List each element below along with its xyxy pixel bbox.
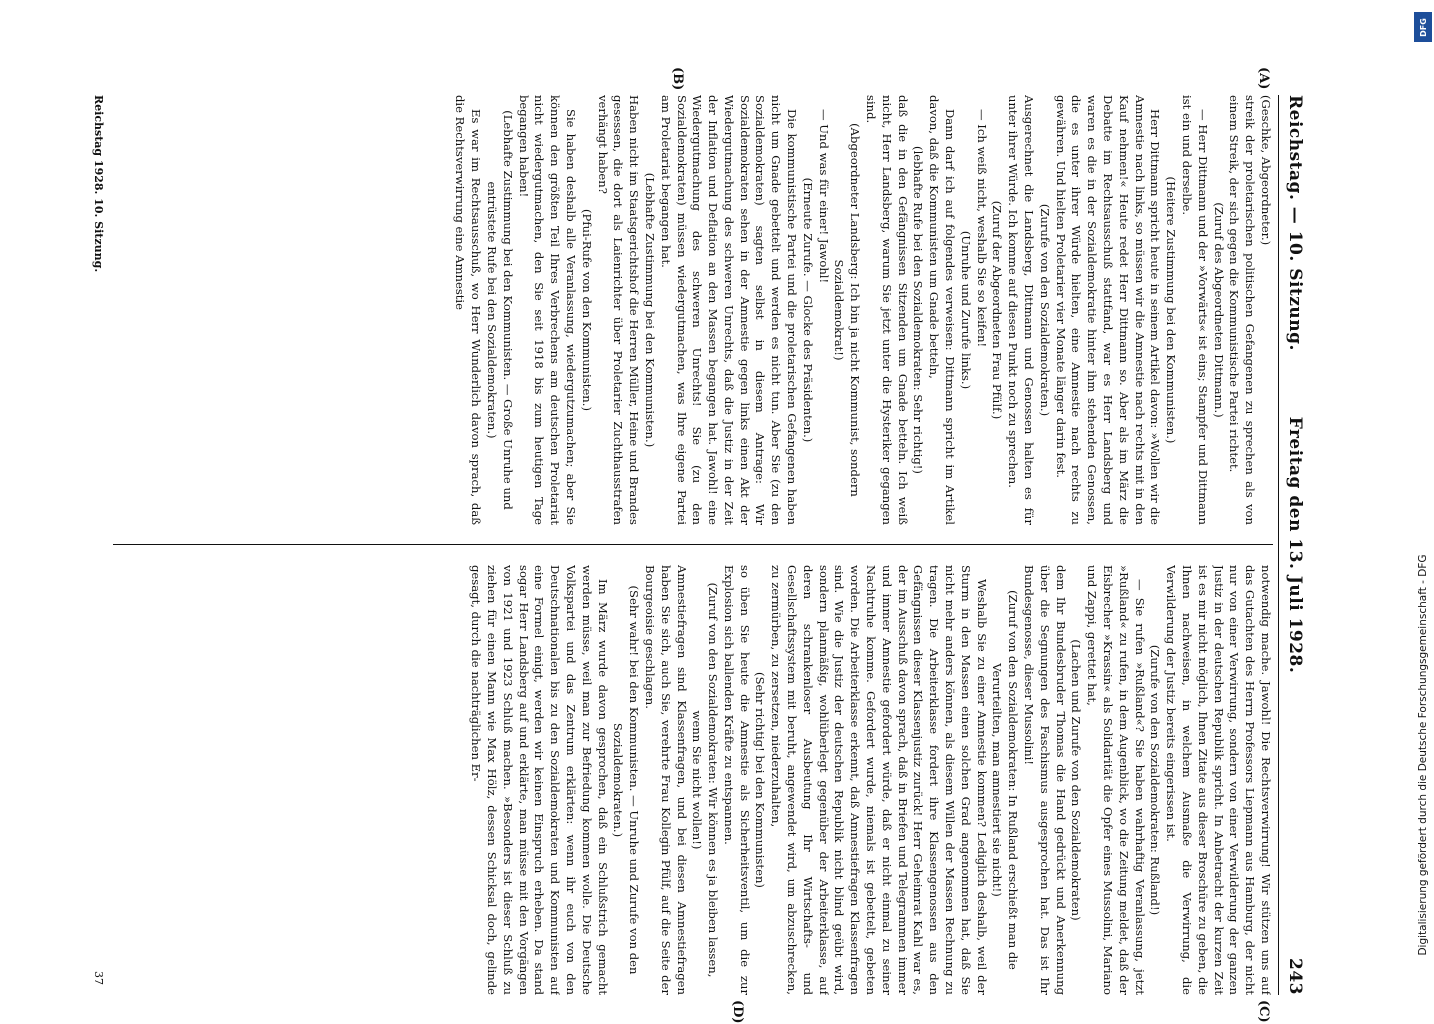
left-column-paragraph: daß die in den Gefängnissen Sitzenden um Gnade betteln. Ich weiß nicht, Herr Landsberg, warum Sie jetzt unter die Hysteriker gegangen sind. <box>864 95 910 525</box>
left-column-paragraph: Sie haben deshalb alle Veranlassung, wiedergutzumachen; aber Sie können den größten Teil Ihres Verbrechens am deutschen Proletariat nicht wiedergutmachen, den Sie seit 1918 bis zum heutigen Tage begangen haben! <box>516 95 578 525</box>
left-column-paragraph: (Zuruf des Abgeordneten Dittmann.) <box>1211 202 1226 418</box>
left-column-paragraph: (Erneute Zurufe. — Glocke des Präsidenten.) <box>800 177 815 443</box>
left-column-paragraph: (Unruhe und Zurufe links.) <box>958 230 973 390</box>
left-column-paragraph: (Lebhafte Zustimmung bei den Kommunisten. — Große Unruhe und entrüstete Rufe bei den Sozialdemokraten.) <box>484 110 515 510</box>
margin-mark-a: (A) <box>1256 67 1271 90</box>
dfg-logo-icon: DFG <box>1414 12 1432 42</box>
margin-mark-c: (C) <box>1256 1000 1271 1023</box>
left-column-paragraph: (Geschke, Abgeordneter.) <box>1259 95 1273 246</box>
header-session: Reichstag. — 10. Sitzung. <box>1285 95 1305 351</box>
left-column-paragraph: Die kommunistische Partei und die proletarischen Gefangenen haben nicht um Gnade gebettelt und werden es nicht tun. Aber Sie (zu den Sozialdemokraten) sagten selbst in diesem Antrage: Wir Sozialdemokraten sehen in der Amnestie gegen links einen Akt der Wiedergutmachung des schweren Unrechts, daß die Justiz in der Zeit der Inflation und Deflation an den Massen begangen hat. Jawohl! eine Wiedergutmachung des schweren Unrechts! Sie (zu den Sozialdemokraten) müssen wiedergutmachen, was Ihre eigene Partei am Proletariat begangen hat. <box>658 95 800 525</box>
left-column-paragraph: Herr Dittmann spricht heute in seinem Artikel davon: »Wollen wir die Amnestie nach links, so müssen wir die Amnestie nach rechts mit in den Kauf nehmen!« Heute redet Herr Dittmann so. Aber als im März die Debatte im Rechtsausschuß stattfand, war es Herr Landsberg und waren es die in der Sozialdemokratie hinter ihm stehenden Genossen, die es unter ihrer Würde hielten, eine Amnestie nach rechts zu gewähren. Und hielten Proletarier vier Monate länger darin fest. <box>1053 95 1163 525</box>
margin-mark-d: (D) <box>730 1000 745 1024</box>
left-column-paragraph: (Abgeordneter Landsberg: Ich bin ja nicht Kommunist, sondern Sozialdemokrat!) <box>832 123 863 497</box>
footer-session: Reichstag 1928. 10. Sitzung. <box>92 95 105 273</box>
right-column-paragraph: (Zuruf von den Sozialdemokraten: Wir können es ja bleiben lassen, wenn Sie nicht wollen!) <box>690 582 721 978</box>
header-date: Freitag den 13. Juli 1928. <box>1285 416 1305 674</box>
right-column-paragraph: Amnestiefragen sind Klassenfragen, und bei diesen Amnestiefragen haben Sie sich, auch Sie, verehrte Frau Kollegin Pfülf, auf die Seite der Bourgeoisie geschlagen. <box>642 565 689 995</box>
right-column-paragraph: (Zuruf von den Sozialdemokraten: In Rußland erschießt man die Verurteilten, man amnestiert sie nicht!) <box>990 590 1021 970</box>
right-text-column <box>113 565 1273 995</box>
left-column-paragraph: — Ich weiß nicht, weshalb Sie so keifen! <box>974 109 989 348</box>
right-column-paragraph: (Sehr wahr! bei den Kommunisten. — Unruhe und Zurufe von den Sozialdemokraten.) <box>611 585 642 975</box>
right-column-paragraph: notwendig mache. Jawohl! Die Rechtsverwirrung! Wir stützen uns auf das Gutachten des Herrn Professors Liepmann aus Hamburg, der nicht nur von einer Verwirrung, sondern von einer Verwilderung der ganzen Justiz in der deutschen Republik spricht. In Anbetracht der kurzen Zeit ist es mir nicht möglich, Ihnen Zitate aus dieser Broschüre zu geben, die Ihnen nachweisen, in welchem Ausmaße die Verwirrung, die Verwilderung der Justiz bereits eingerissen ist. <box>1164 565 1273 995</box>
left-column-paragraph: (Zurufe von den Sozialdemokraten.) <box>1037 203 1052 417</box>
left-column-paragraph: Ausgerechnet die Landsberg, Dittmann und Genossen halten es für unter ihrer Würde. Ich komme auf diesen Punkt noch zu sprechen. <box>1006 95 1037 525</box>
left-column-paragraph: (lebhafte Rufe bei den Sozialdemokraten: Sehr richtig!) <box>911 146 926 474</box>
right-column-paragraph: — Sie rufen »Rußland«? Sie haben wahrhaftig Veranlassung, jetzt »Rußland« zu rufen, in dem Augenblick, wo die Zeitung meldet, daß der Eisbrecher »Krassin« als Solidarität die Opfer eines Mussolini, Mariano und Zappi, gerettet hat, <box>1085 565 1147 995</box>
left-column-paragraph: Haben nicht im Staatsgerichtshof die Herren Müller, Heine und Brandes gesessen, die dort als Laienrichter über Proletarier Zuchthausstrafen verhängt haben? <box>595 95 642 525</box>
left-column-paragraph: (Lebhafte Zustimmung bei den Kommunisten.) <box>642 172 657 448</box>
right-column-paragraph: (Sehr richtig! bei den Kommunisten) <box>753 672 768 888</box>
left-column-paragraph: Es war im Rechtsausschuß, wo Herr Wunderlich davon sprach, daß die Rechtsverwirrung eine Amnestie <box>453 95 484 525</box>
left-column-paragraph: (Zuruf der Abgeordneten Frau Pfülf.) <box>990 200 1005 420</box>
rotated-page <box>5 67 1305 1024</box>
left-column-paragraph: (Pfui-Rufe von den Kommunisten.) <box>579 209 594 411</box>
column-divider <box>113 544 1273 545</box>
right-column-paragraph: (Lachen und Zurufe von den Sozialdemokraten) <box>1069 639 1084 921</box>
right-column-paragraph: Weshalb Sie zu einer Amnestie kommen? Lediglich deshalb, weil der Sturm in den Massen einen solchen Grad angenommen hat, daß Sie nicht mehr anders können, als diesem Willen der Massen Rechnung zu tragen. Die Arbeiterklasse fordert ihre Klassengenossen aus den Gefängnissen dieser Klassenjustiz zurück! Herr Geheimrat Kahl war es, der im Ausschuß davon sprach, daß in Briefen und Telegrammen immer und immer Amnestie gefordert würde, daß er nicht einmal zu seiner Nachtruhe komme. Gefordert wurde, niemals ist gebettelt, gebeten worden. Die Arbeiterklasse erkennt, daß Amnestiefragen Klassenfragen sind. Wie die Justiz der deutschen Republik nicht blind geübt wird, sondern planmäßig, wohlüberlegt gegenüber der Arbeiterklasse, auf deren schrankenloser Ausbeutung Ihr Wirtschafts- und Gesellschaftssystem mit beruht, angewendet wird, um abzuschrecken, zu zermürben, zu zersetzen, niederzuhalten, <box>769 565 989 995</box>
right-column-paragraph: so üben Sie heute die Amnestie als Sicherheitsventil, um die zur Explosion sich ballenden Kräfte zu entspannen. <box>721 565 752 995</box>
header-page-number: 243 <box>1285 958 1305 995</box>
page-header <box>1283 95 1305 995</box>
right-column-paragraph: (Zurufe von den Sozialdemokraten: Rußland!) <box>1148 644 1163 916</box>
dfg-sidebar <box>1412 10 1434 990</box>
left-column-paragraph: streik der proletarischen politischen Gefangenen zu sprechen als von einem Streik, der sich gegen die Kommunistische Partei richtet. <box>1227 95 1258 525</box>
dfg-funding-note: Digitalisierung gefördert durch die Deutsche Forschungsgemeinschaft - DFG <box>1417 554 1429 956</box>
right-column-paragraph: dem Ihr Bundesbruder Thomas die Hand gedrückt und Anerkennung über die Segnungen des Faschismus ausgesprochen hat. Das ist Ihr Bundesgenosse, dieser Mussolini! <box>1022 565 1068 995</box>
footer-signature: 37 <box>92 971 105 985</box>
left-column-paragraph: — Und was für einer! Jawohl! <box>816 109 831 284</box>
left-column-paragraph: — Herr Dittmann und der »Vorwärts« ist eins; Stampfer und Dittmann ist ein und derselbe. <box>1180 95 1210 525</box>
right-column-paragraph: Im März wurde davon gesprochen, daß ein Schlußstrich gemacht werden müsse, weil man zur Befriedung kommen wolle. Die Deutsche Volkspartei und das Zentrum erklärten: wenn ihr euch von den Deutschnationalen bis zu den Sozialdemokraten und Kommunisten auf eine Formel einigt, werden wir keinen Einspruch erheben. Da stand sogar Herr Landsberg auf und erklärte, man müsse mit den Vorgängen von 1921 und 1923 Schluß machen. »Besonders ist dieser Schluß zu ziehen für einen Mann wie Max Hölz, dessen Schicksal doch, gelinde gesagt, durch die nachträglichen Er- <box>469 565 610 995</box>
margin-mark-b: (B) <box>670 67 685 91</box>
header-rule <box>1278 95 1279 995</box>
left-text-column <box>113 95 1273 525</box>
left-column-paragraph: (Heitere Zustimmung bei den Kommunisten.) <box>1164 176 1179 444</box>
left-column-paragraph: Dann darf ich auf folgendes verweisen: Dittmann spricht im Artikel davon, daß die Kommunisten um Gnade betteln, <box>927 95 958 525</box>
